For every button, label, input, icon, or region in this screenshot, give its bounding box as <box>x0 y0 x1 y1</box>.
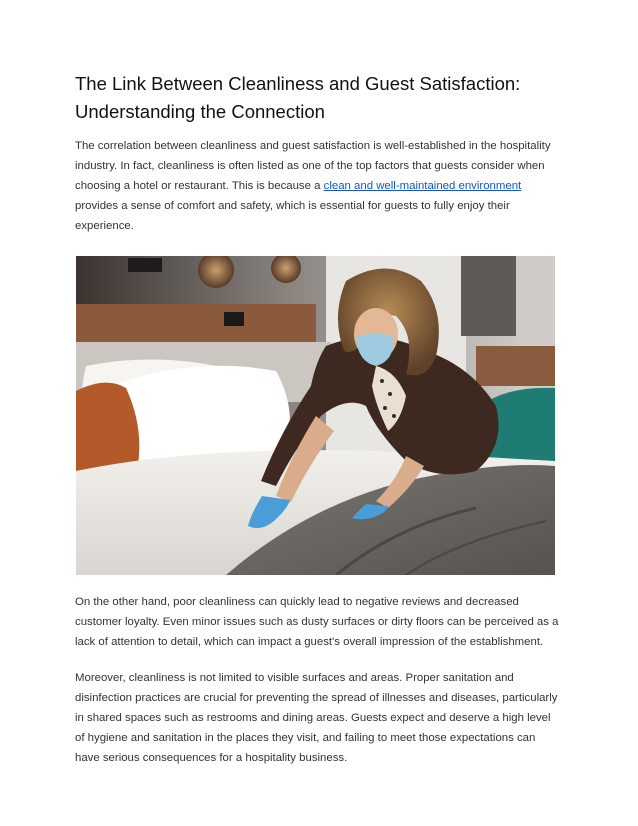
title-line-1: The Link Between Cleanliness and Guest Satisfaction: <box>75 73 521 94</box>
photo-housekeeper-making-bed-icon <box>76 256 555 575</box>
intro-text-before-link: The correlation between cleanliness and guest satisfaction is well-established in the hospitality industry. In fact, cleanliness is often listed as one of the top factors that guests consider when choosing a hotel or restaurant. This is because a <box>75 140 551 192</box>
clean-environment-link[interactable]: clean and well-maintained environment <box>323 180 522 192</box>
title-line-2: Understanding the Connection <box>75 101 325 122</box>
intro-paragraph <box>75 136 560 236</box>
document-page <box>75 70 560 768</box>
paragraph-sanitation: Moreover, cleanliness is not limited to visible surfaces and areas. Proper sanitation and disinfection practices are crucial for preventing the spread of illnesses and diseases, particularly in shared spaces such as restrooms and dining areas. Guests expect and deserve a high level of hygiene and sanitation in the places they visit, and failing to meet those expectations can have serious consequences for a hospitality business. <box>75 672 558 764</box>
intro-text-after-link: provides a sense of comfort and safety, which is essential for guests to fully enjoy their experience. <box>75 200 510 232</box>
article-title <box>75 70 560 126</box>
paragraph-negative-reviews: On the other hand, poor cleanliness can quickly lead to negative reviews and decreased customer loyalty. Even minor issues such as dusty surfaces or dirty floors can be perceived as a lack of attention to detail, which can impact a guest's overall impression of the establishment. <box>75 596 559 648</box>
